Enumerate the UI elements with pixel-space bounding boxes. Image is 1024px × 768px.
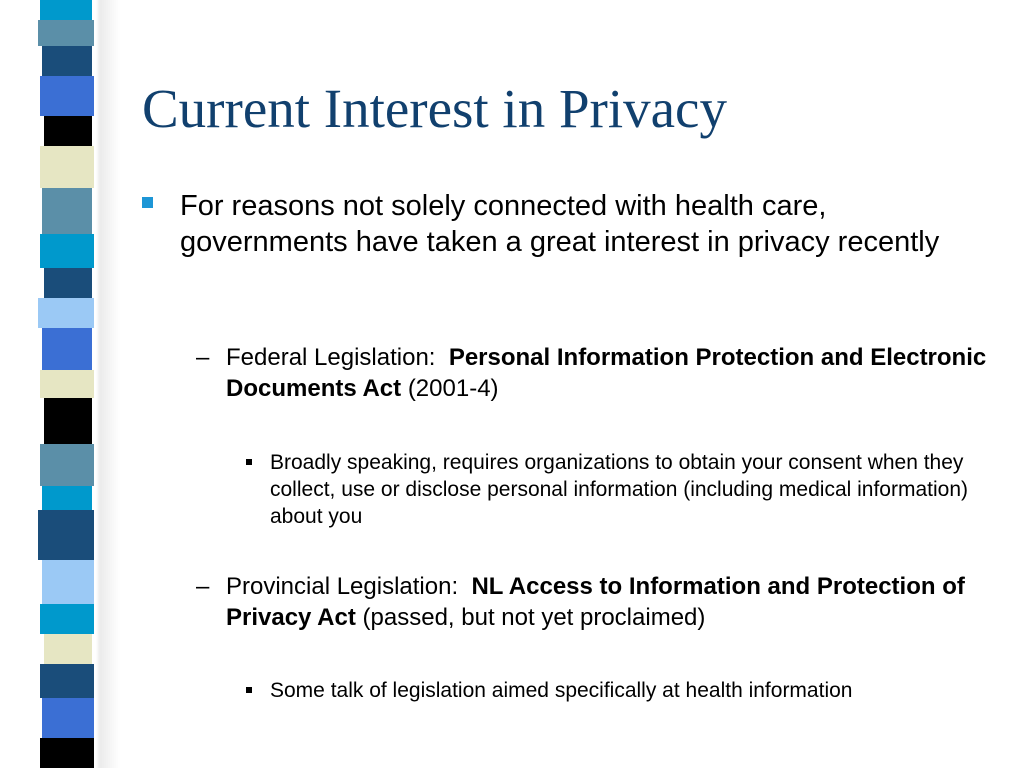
stripe-block	[42, 486, 92, 510]
stripe-block	[42, 188, 92, 234]
stripe-block	[40, 604, 94, 634]
act-note: (2001-4)	[407, 375, 499, 402]
stripe-block	[40, 234, 94, 268]
legislation-label: Federal Legislation:	[226, 344, 436, 371]
act-name: NL Access to Information and Protection of Privacy Act	[226, 573, 965, 631]
stripe-block	[42, 328, 92, 370]
sub-bullet-text	[226, 571, 1006, 633]
dash-marker: –	[196, 344, 210, 371]
decorative-color-stripe	[0, 0, 120, 768]
stripe-block	[42, 698, 94, 738]
dash-marker: –	[196, 573, 210, 600]
stripe-block	[38, 298, 94, 328]
stripe-block	[42, 560, 94, 604]
stripe-block	[44, 116, 92, 146]
stripe-block	[40, 738, 94, 768]
stripe-block	[40, 444, 94, 486]
small-square-bullet-icon	[246, 459, 252, 465]
stripe-block	[40, 76, 94, 116]
stripe-block	[44, 634, 92, 664]
sub-bullet-text	[226, 342, 1006, 404]
stripe-block	[42, 46, 92, 76]
stripe-block	[40, 0, 92, 20]
legislation-label: Provincial Legislation:	[226, 573, 459, 600]
stripe-block	[40, 664, 94, 698]
act-note: (passed, but not yet proclaimed)	[362, 604, 706, 631]
sub-sub-bullet-text: Broadly speaking, requires organizations to obtain your consent when they collect, use or disclose personal information (including medical information) about you	[270, 451, 968, 528]
act-name: Personal Information Protection and Electronic Documents Act	[226, 344, 987, 402]
stripe-block	[40, 146, 94, 188]
small-square-bullet-icon	[246, 687, 252, 693]
slide-title: Current Interest in Privacy	[142, 78, 727, 139]
bullet-text: For reasons not solely connected with health care, governments have taken a great interest in privacy recently	[180, 190, 940, 258]
stripe-block	[38, 20, 94, 46]
stripe-block	[38, 510, 94, 560]
square-bullet-icon	[142, 197, 153, 208]
sub-sub-bullet-text: Some talk of legislation aimed specifically at health information	[270, 679, 853, 702]
stripe-block	[40, 370, 94, 398]
stripe-block	[44, 398, 92, 444]
stripe-block	[44, 268, 92, 298]
